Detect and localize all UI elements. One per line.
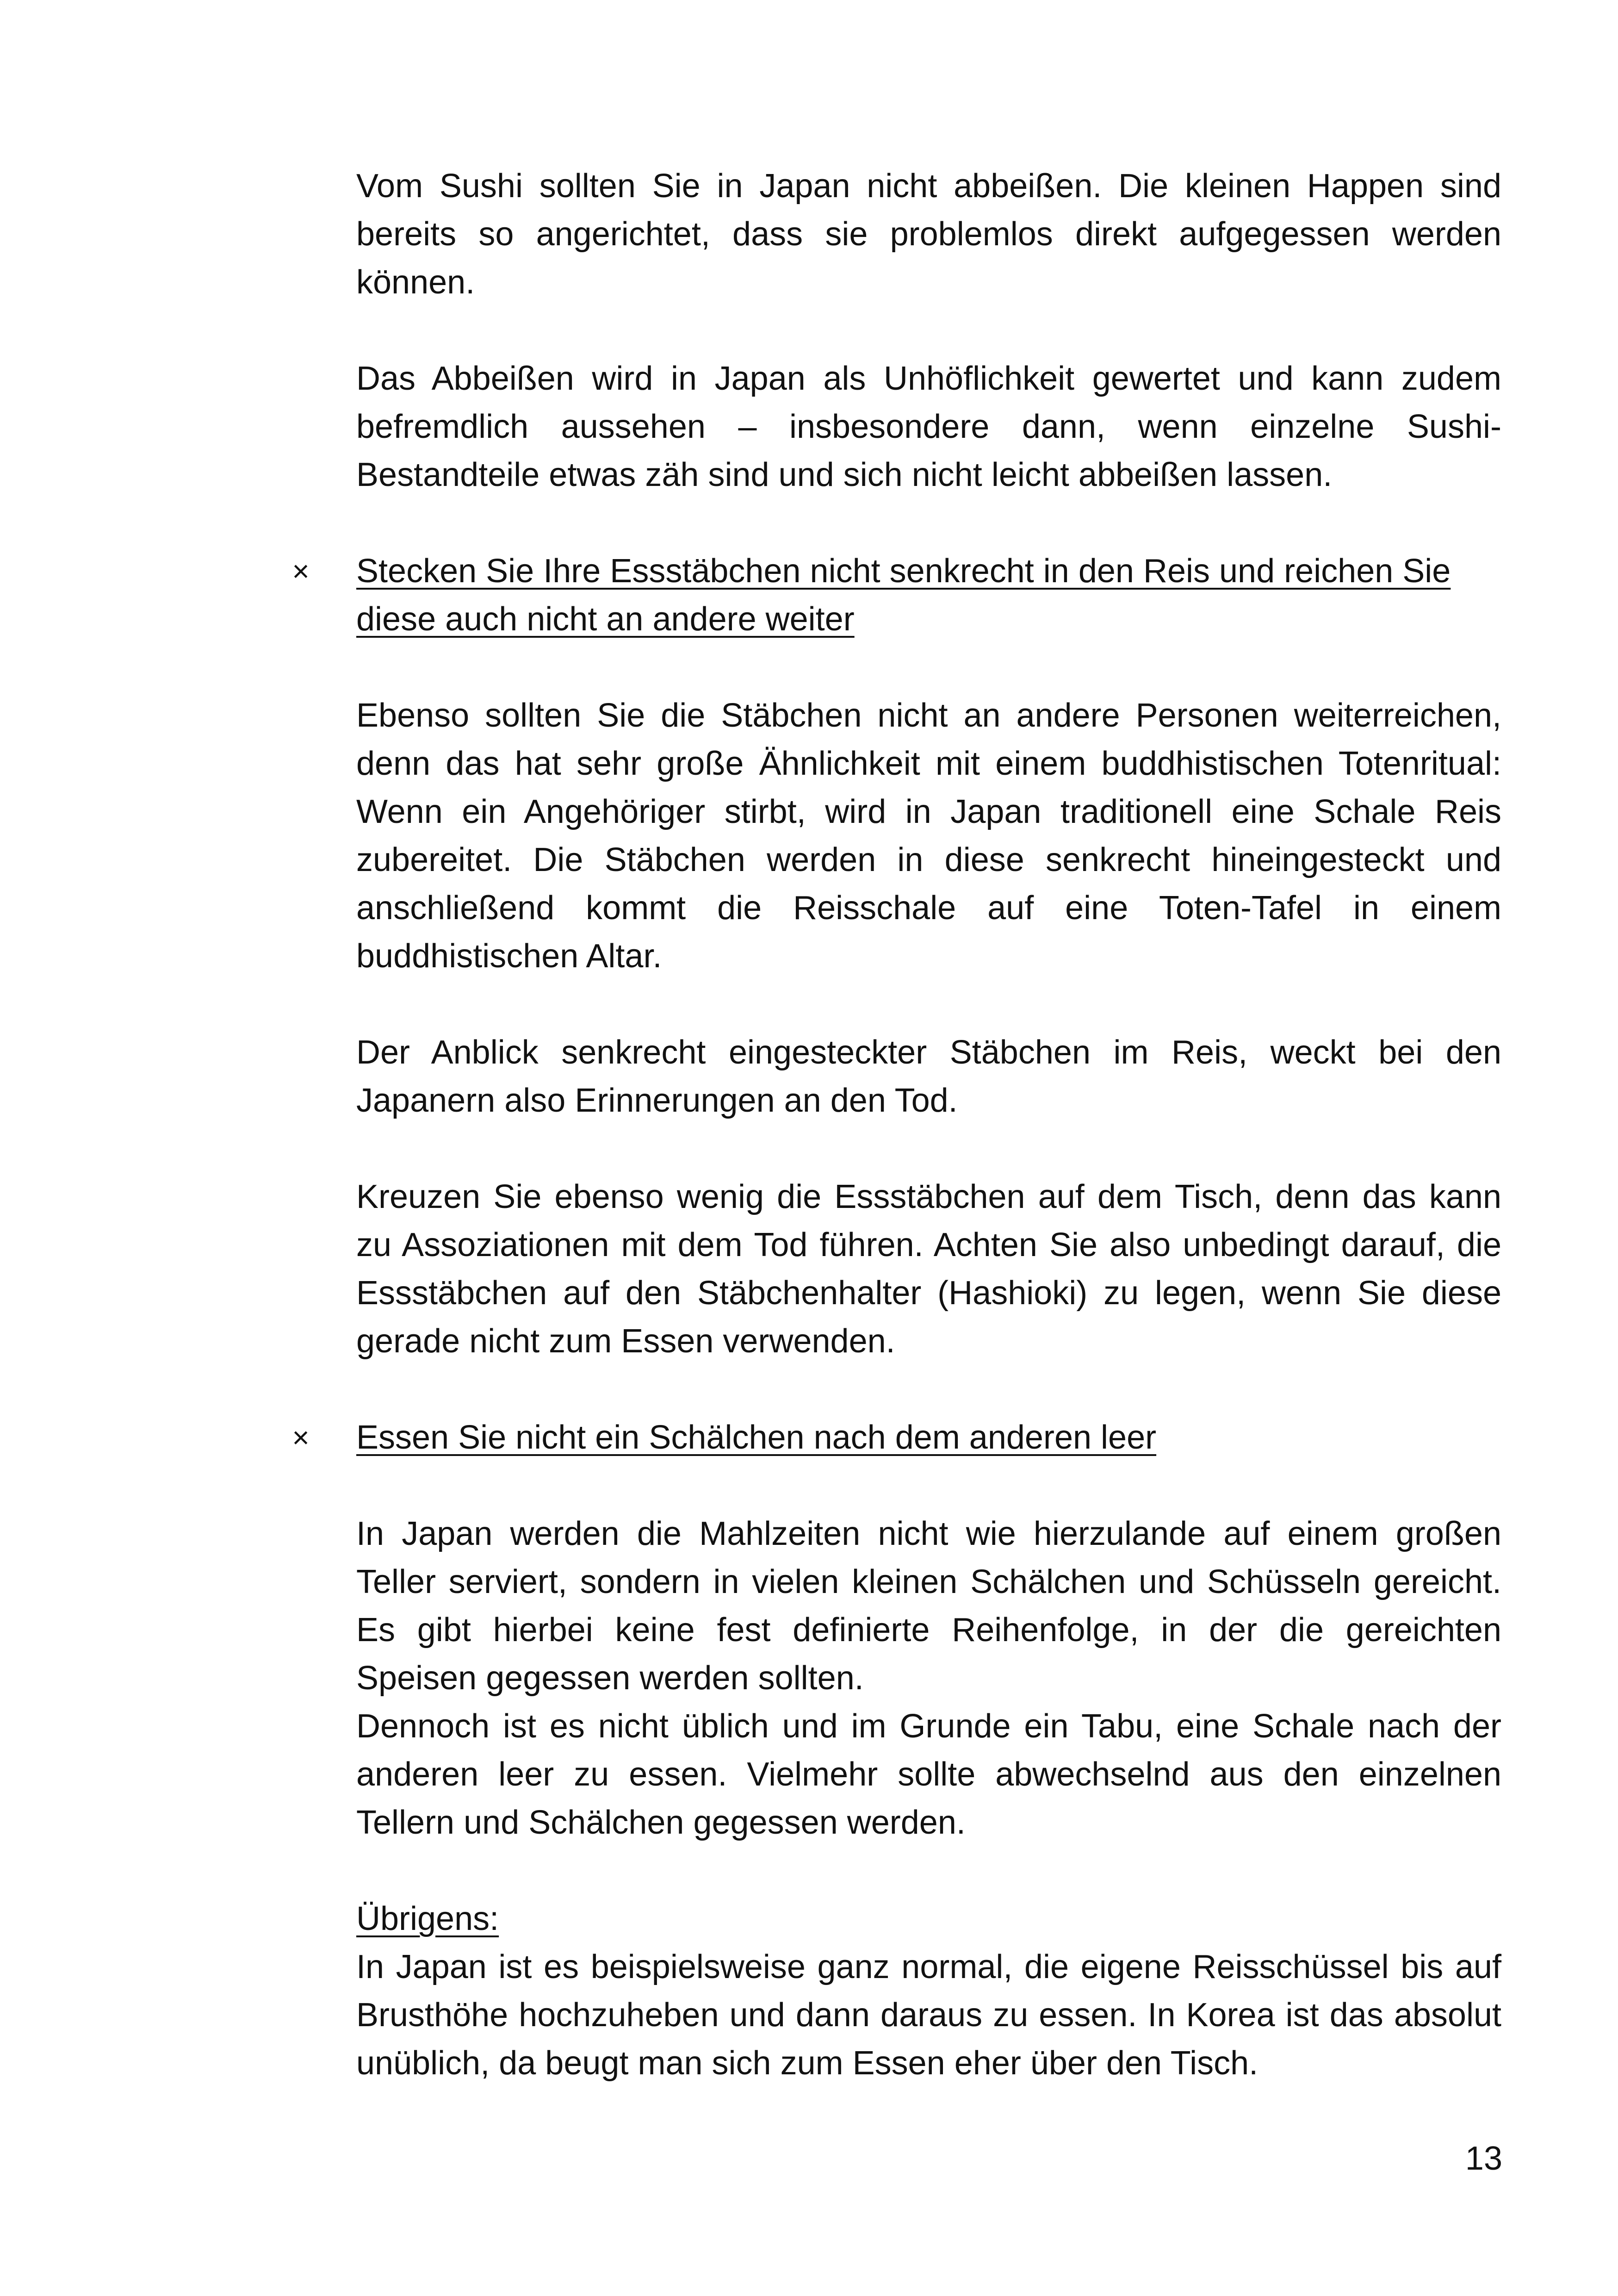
paragraph-sushi-intro: Vom Sushi sollten Sie in Japan nicht abbeißen. Die kleinen Happen sind bereits so angerichtet, dass sie problemlos direkt aufgegessen werden können. — [356, 168, 1501, 301]
bullet-heading-chopsticks: Stecken Sie Ihre Essstäbchen nicht senkrecht in den Reis und reichen Sie diese auch nicht an andere weiter — [356, 553, 1451, 638]
paragraph-chopsticks-crossing: Kreuzen Sie ebenso wenig die Essstäbchen auf dem Tisch, denn das kann zu Assoziationen mit dem Tod führen. Achten Sie also unbedingt darauf, die Essstäbchen auf den Stäbchenhalter (Hashioki) zu legen, wenn Sie diese gerade nicht zum Essen verwenden. — [356, 1178, 1501, 1360]
note-text: In Japan ist es beispielsweise ganz normal, die eigene Reisschüssel bis auf Brusthöhe hochzuheben und dann daraus zu essen. In Korea ist das absolut unüblich, da beugt man sich zum Essen eher über den Tisch. — [356, 1948, 1501, 2082]
note-block — [356, 1895, 1501, 2087]
paragraph-sushi-detail: Das Abbeißen wird in Japan als Unhöflichkeit gewertet und kann zudem befremdlich aussehen – insbesondere dann, wenn einzelne Sushi-Bestandteile etwas zäh sind und sich nicht leicht abbeißen lassen. — [356, 360, 1501, 493]
paragraph-chopsticks-ritual: Ebenso sollten Sie die Stäbchen nicht an andere Personen weiterreichen, denn das hat sehr große Ähnlichkeit mit einem buddhistischen Totenritual: Wenn ein Angehöriger stirbt, wird in Japan traditionell eine Schale Reis zubereitet. Die Stäbchen werden in diese senkrecht hineingesteckt und anschließend kommt die Reisschale auf eine Toten-Tafel in einem buddhistischen Altar. — [356, 697, 1501, 975]
cross-marker-icon: × — [292, 1421, 310, 1454]
bullet-bowls — [292, 1413, 1501, 1462]
page-number: 13 — [1465, 2140, 1502, 2177]
bullet-heading-bowls: Essen Sie nicht ein Schälchen nach dem anderen leer — [356, 1419, 1157, 1456]
bullet-chopsticks — [292, 547, 1501, 643]
paragraph-bowls-serving: In Japan werden die Mahlzeiten nicht wie hierzulande auf einem großen Teller serviert, sondern in vielen kleinen Schälchen und Schüsseln gereicht. Es gibt hierbei keine fest definierte Reihenfolge, in der die gereichten Speisen gegessen werden sollten. — [356, 1515, 1501, 1697]
cross-marker-icon: × — [292, 554, 310, 588]
note-label: Übrigens: — [356, 1900, 499, 1937]
paragraph-chopsticks-death: Der Anblick senkrecht eingesteckter Stäbchen im Reis, weckt bei den Japanern also Erinnerungen an den Tod. — [356, 1034, 1501, 1119]
page-content — [292, 162, 1501, 2135]
paragraph-bowls-taboo: Dennoch ist es nicht üblich und im Grunde ein Tabu, eine Schale nach der anderen leer zu essen. Vielmehr sollte abwechselnd aus den einzelnen Tellern und Schälchen gegessen werden. — [356, 1708, 1501, 1841]
